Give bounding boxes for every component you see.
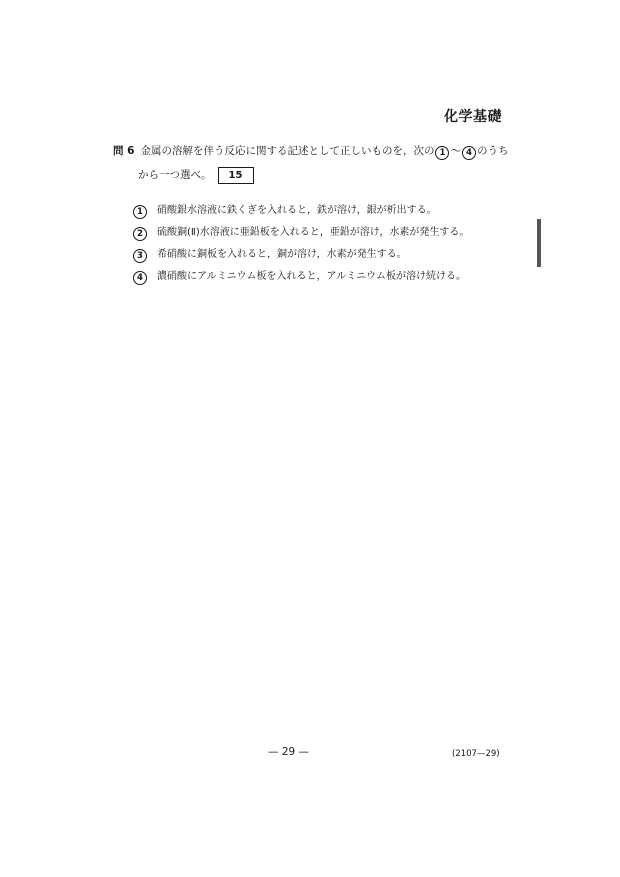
question-line-1 <box>113 139 513 163</box>
question-text-line2: から一つ選べ。 <box>138 169 212 181</box>
choice-list <box>133 200 469 288</box>
choice-4[interactable] <box>133 266 469 288</box>
choice-1-text: 硝酸銀水溶液に鉄くぎを入れると，鉄が溶け，銀が析出する。 <box>157 205 437 216</box>
choice-3-number: 3 <box>133 249 147 263</box>
choice-2-text: 硫酸銅(Ⅱ)水溶液に亜鉛板を入れると，亜鉛が溶け，水素が発生する。 <box>157 227 470 238</box>
question-label: 問 6 <box>113 145 135 157</box>
choice-1[interactable] <box>133 200 469 222</box>
choice-3[interactable] <box>133 244 469 266</box>
question-text-part1: 金属の溶解を伴う反応に関する記述として正しいものを，次の <box>140 145 435 157</box>
range-start-number: 1 <box>435 146 449 160</box>
exam-code: (2107—29) <box>452 749 500 759</box>
choice-1-number: 1 <box>133 205 147 219</box>
question-text-part2: のうち <box>476 145 509 157</box>
choice-3-text: 希硝酸に銅板を入れると，銅が溶け，水素が発生する。 <box>157 249 407 260</box>
choice-4-text: 濃硝酸にアルミニウム板を入れると，アルミニウム板が溶け続ける。 <box>157 271 466 282</box>
question-line-2 <box>113 163 513 187</box>
margin-marker-bar <box>537 219 541 267</box>
answer-box[interactable]: 15 <box>218 167 254 184</box>
range-end-number: 4 <box>462 146 476 160</box>
choice-2-number: 2 <box>133 227 147 241</box>
page-number: — 29 — <box>268 746 310 758</box>
range-separator: 〜 <box>450 145 461 157</box>
subject-title: 化学基礎 <box>444 109 502 125</box>
choice-2[interactable] <box>133 222 469 244</box>
choice-4-number: 4 <box>133 271 147 285</box>
question-block <box>113 139 513 187</box>
